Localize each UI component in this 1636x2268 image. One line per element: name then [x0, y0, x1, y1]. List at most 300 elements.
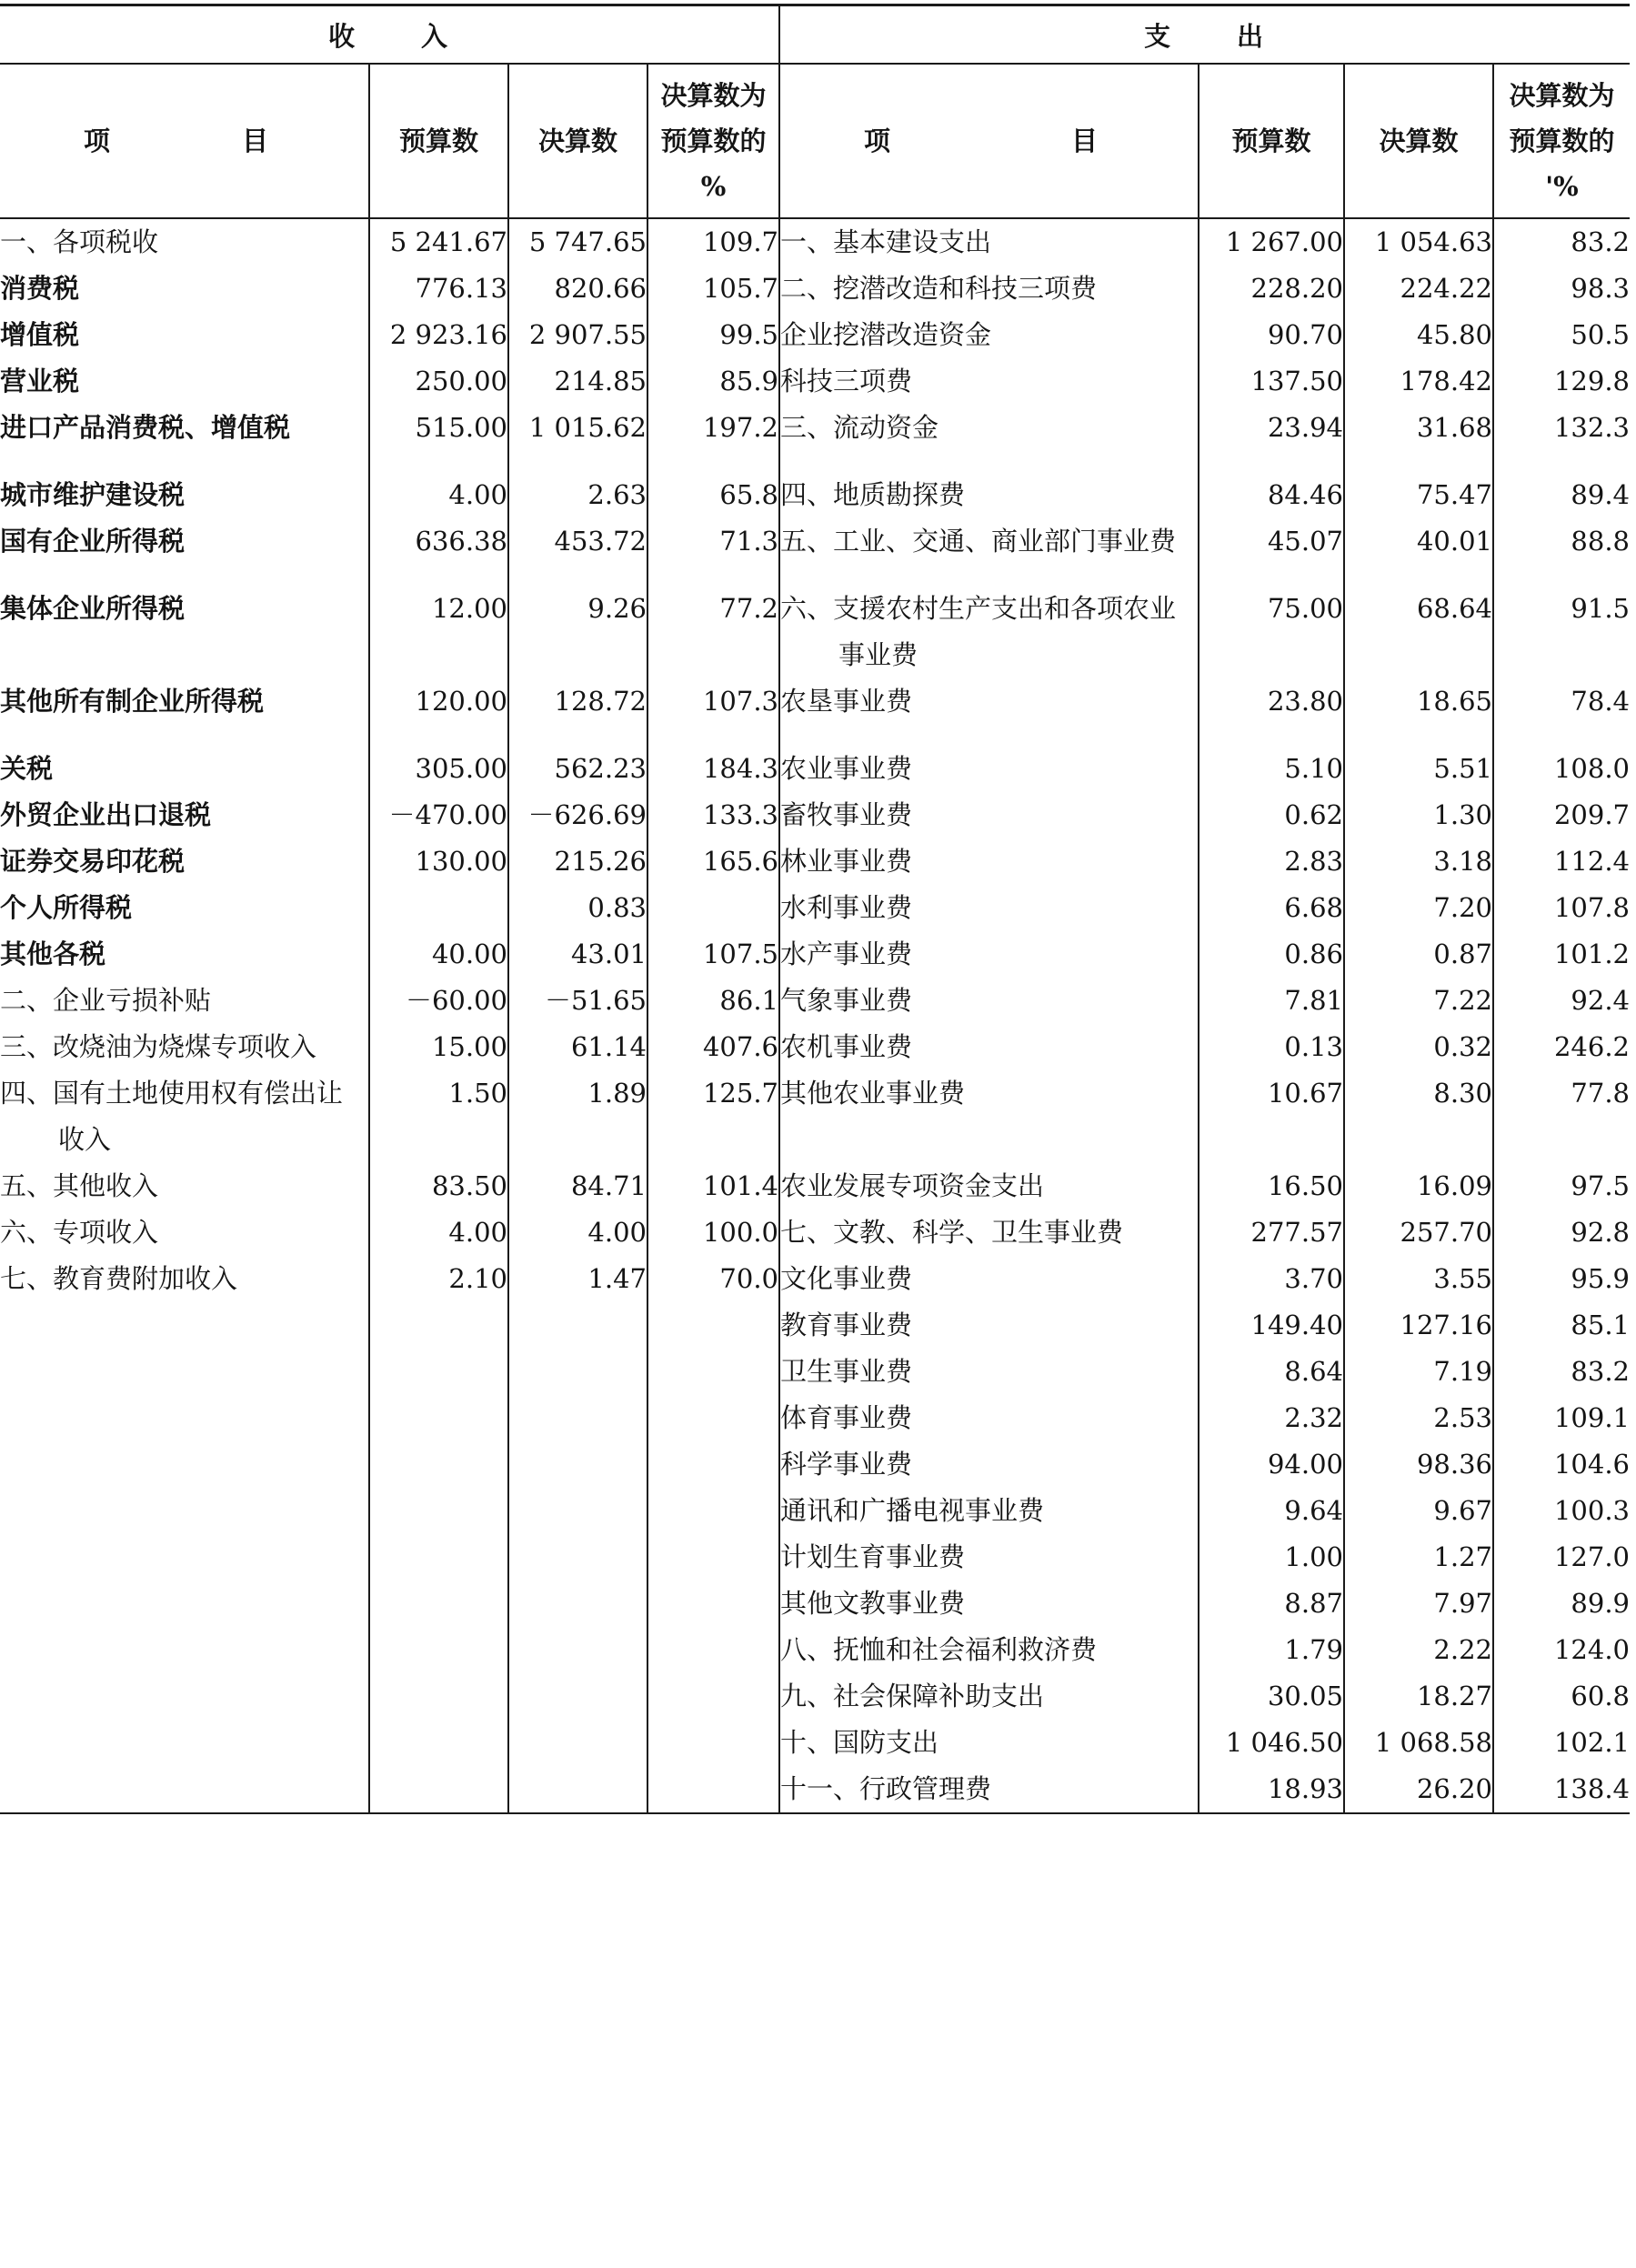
income-budget-cell-text: 1.50 — [448, 1078, 507, 1109]
expenditure-ratio-cell — [1493, 586, 1630, 678]
expenditure-ratio-cell — [1493, 885, 1630, 931]
income-ratio-cell — [647, 405, 779, 472]
expenditure-final-cell — [1344, 1581, 1493, 1627]
income-item-cell — [0, 1349, 369, 1395]
expenditure-final-cell — [1344, 838, 1493, 885]
expenditure-budget-cell — [1199, 1441, 1344, 1488]
expenditure-final-cell — [1344, 218, 1493, 266]
expenditure-item-cell-text: 水产事业费 — [780, 938, 913, 969]
income-ratio-cell — [647, 1256, 779, 1302]
income-ratio-cell — [647, 1720, 779, 1766]
income-final-cell — [508, 1627, 647, 1673]
expenditure-budget-cell-text: 90.70 — [1267, 319, 1343, 350]
income-ratio-cell-text: 99.5 — [719, 319, 778, 350]
income-item-cell — [0, 358, 369, 405]
expenditure-budget-cell — [1199, 678, 1344, 746]
income-budget-cell — [369, 746, 508, 792]
income-item-cell — [0, 1627, 369, 1673]
income-ratio-header: 决算数为 预算数的 % — [647, 64, 779, 218]
income-budget-cell — [369, 1720, 508, 1766]
section-header-row — [0, 5, 1630, 65]
expenditure-item-header: 项 目 — [779, 64, 1199, 218]
expenditure-item-cell — [779, 472, 1199, 518]
expenditure-final-cell — [1344, 1441, 1493, 1488]
income-final-cell — [508, 1441, 647, 1488]
income-ratio-cell — [647, 1302, 779, 1349]
income-final-cell-text: 5 747.65 — [528, 226, 647, 257]
expenditure-item-cell-text: 畜牧事业费 — [780, 799, 913, 830]
income-budget-cell — [369, 1534, 508, 1581]
income-ratio-cell-text: 101.4 — [702, 1170, 778, 1201]
table-row — [0, 1534, 1630, 1581]
income-item-cell-text: 四、国有土地使用权有偿出让收入 — [0, 1078, 344, 1155]
income-section-header: 收 入 — [0, 5, 779, 65]
income-final-cell — [508, 358, 647, 405]
expenditure-item-cell-text: 农业事业费 — [780, 753, 913, 784]
income-budget-header: 预算数 — [369, 64, 508, 218]
income-final-cell-text: 4.00 — [587, 1217, 647, 1248]
income-ratio-cell — [647, 931, 779, 978]
expenditure-item-cell-text: 五、工业、交通、商业部门事业费 — [780, 526, 1177, 557]
income-budget-cell-text: 15.00 — [431, 1031, 507, 1062]
income-ratio-cell — [647, 1349, 779, 1395]
income-budget-cell — [369, 312, 508, 358]
expenditure-item-cell-text: 林业事业费 — [780, 846, 913, 877]
table-row — [0, 1349, 1630, 1395]
expenditure-budget-cell — [1199, 358, 1344, 405]
expenditure-budget-cell — [1199, 746, 1344, 792]
column-header-row — [0, 64, 1630, 218]
income-item-cell — [0, 312, 369, 358]
expenditure-budget-cell-text: 75.00 — [1267, 593, 1343, 624]
expenditure-ratio-cell — [1493, 1163, 1630, 1209]
expenditure-item-cell-text: 教育事业费 — [780, 1310, 913, 1340]
table-row — [0, 1441, 1630, 1488]
income-final-cell — [508, 746, 647, 792]
income-budget-cell — [369, 1163, 508, 1209]
income-final-cell — [508, 792, 647, 838]
table-row — [0, 1627, 1630, 1673]
expenditure-budget-cell-text: 16.50 — [1267, 1170, 1343, 1201]
income-item-cell — [0, 1256, 369, 1302]
expenditure-ratio-cell-text: 138.4 — [1553, 1773, 1630, 1804]
expenditure-item-cell-text: 体育事业费 — [780, 1402, 913, 1433]
income-budget-cell-text: 4.00 — [448, 1217, 507, 1248]
expenditure-item-cell-text: 气象事业费 — [780, 985, 913, 1016]
expenditure-budget-cell-text: 1 267.00 — [1225, 226, 1343, 257]
expenditure-final-cell-text: 1 068.58 — [1374, 1727, 1492, 1758]
income-budget-cell — [369, 218, 508, 266]
expenditure-budget-cell — [1199, 312, 1344, 358]
income-final-cell — [508, 838, 647, 885]
income-budget-cell — [369, 1395, 508, 1441]
expenditure-budget-cell — [1199, 218, 1344, 266]
expenditure-ratio-cell-text: 89.4 — [1571, 479, 1630, 510]
income-item-cell — [0, 838, 369, 885]
income-budget-cell-text: 83.50 — [431, 1170, 507, 1201]
expenditure-final-cell-text: 3.55 — [1433, 1263, 1492, 1294]
expenditure-final-cell-text: 26.20 — [1416, 1773, 1492, 1804]
expenditure-budget-cell — [1199, 1349, 1344, 1395]
income-final-cell-text: 128.72 — [554, 686, 647, 717]
income-item-cell-text: 消费税 — [0, 273, 80, 304]
expenditure-ratio-cell-text: 209.7 — [1553, 799, 1630, 830]
expenditure-final-cell-text: 9.67 — [1433, 1495, 1492, 1526]
income-budget-cell-text: －60.00 — [405, 985, 507, 1016]
expenditure-final-cell — [1344, 1395, 1493, 1441]
expenditure-ratio-cell-text: 124.0 — [1553, 1634, 1630, 1665]
expenditure-item-cell — [779, 358, 1199, 405]
expenditure-item-cell-text: 计划生育事业费 — [780, 1541, 966, 1572]
expenditure-final-cell — [1344, 1256, 1493, 1302]
expenditure-item-cell — [779, 218, 1199, 266]
expenditure-ratio-cell-text: 83.2 — [1571, 226, 1630, 257]
expenditure-ratio-cell-text: 127.0 — [1553, 1541, 1630, 1572]
income-budget-cell — [369, 405, 508, 472]
expenditure-item-cell-text: 企业挖潜改造资金 — [780, 319, 992, 350]
income-item-cell — [0, 1163, 369, 1209]
income-ratio-cell-text: 71.3 — [719, 526, 778, 557]
expenditure-ratio-cell — [1493, 1534, 1630, 1581]
expenditure-final-cell-text: 2.22 — [1433, 1634, 1492, 1665]
expenditure-budget-cell — [1199, 472, 1344, 518]
income-budget-cell — [369, 586, 508, 678]
expenditure-ratio-cell-text: 77.8 — [1571, 1078, 1630, 1109]
table-row — [0, 978, 1630, 1024]
expenditure-ratio-cell — [1493, 1395, 1630, 1441]
expenditure-item-cell-text: 十、国防支出 — [780, 1727, 939, 1758]
expenditure-budget-cell-text: 277.57 — [1250, 1217, 1343, 1248]
expenditure-final-cell-text: 98.36 — [1416, 1449, 1492, 1480]
expenditure-budget-cell — [1199, 1720, 1344, 1766]
expenditure-ratio-cell-text: 129.8 — [1553, 366, 1630, 396]
table-row — [0, 746, 1630, 792]
income-budget-cell — [369, 885, 508, 931]
income-final-cell — [508, 1673, 647, 1720]
expenditure-ratio-cell — [1493, 518, 1630, 586]
expenditure-item-cell-text: 二、挖潜改造和科技三项费 — [780, 273, 1098, 304]
expenditure-item-cell-text: 科学事业费 — [780, 1449, 913, 1480]
expenditure-item-cell — [779, 931, 1199, 978]
expenditure-ratio-cell-text: 78.4 — [1571, 686, 1630, 717]
income-ratio-cell — [647, 885, 779, 931]
expenditure-ratio-cell — [1493, 266, 1630, 312]
table-row — [0, 1256, 1630, 1302]
income-ratio-cell — [647, 1441, 779, 1488]
income-budget-cell — [369, 1024, 508, 1070]
expenditure-ratio-cell-text: 95.9 — [1571, 1263, 1630, 1294]
expenditure-ratio-cell — [1493, 1720, 1630, 1766]
expenditure-ratio-cell — [1493, 678, 1630, 746]
expenditure-final-cell-text: 1.30 — [1433, 799, 1492, 830]
expenditure-budget-cell — [1199, 1673, 1344, 1720]
expenditure-item-cell-text: 九、社会保障补助支出 — [780, 1681, 1045, 1711]
expenditure-budget-cell — [1199, 1070, 1344, 1163]
income-item-cell — [0, 978, 369, 1024]
income-final-header: 决算数 — [508, 64, 647, 218]
income-final-cell — [508, 1024, 647, 1070]
expenditure-final-cell-text: 2.53 — [1433, 1402, 1492, 1433]
income-item-cell — [0, 1302, 369, 1349]
expenditure-item-cell-text: 农垦事业费 — [780, 686, 913, 717]
expenditure-ratio-cell-text: 107.8 — [1553, 892, 1630, 923]
income-ratio-cell — [647, 792, 779, 838]
income-item-cell — [0, 1720, 369, 1766]
income-ratio-cell — [647, 266, 779, 312]
income-ratio-cell-text: 407.6 — [702, 1031, 778, 1062]
income-final-cell — [508, 1349, 647, 1395]
income-final-cell — [508, 885, 647, 931]
income-ratio-cell-text: 107.3 — [702, 686, 778, 717]
income-final-cell-text: 84.71 — [570, 1170, 647, 1201]
income-ratio-cell — [647, 1024, 779, 1070]
expenditure-ratio-cell — [1493, 1766, 1630, 1813]
income-budget-cell — [369, 838, 508, 885]
expenditure-final-cell — [1344, 1024, 1493, 1070]
table-row — [0, 518, 1630, 586]
income-item-cell — [0, 792, 369, 838]
expenditure-ratio-cell — [1493, 472, 1630, 518]
expenditure-budget-cell-text: 9.64 — [1284, 1495, 1343, 1526]
income-final-cell — [508, 1534, 647, 1581]
income-item-cell-text: 集体企业所得税 — [0, 593, 186, 624]
expenditure-ratio-cell — [1493, 1209, 1630, 1256]
expenditure-final-cell — [1344, 518, 1493, 586]
income-ratio-cell — [647, 1395, 779, 1441]
expenditure-final-cell-text: 1 054.63 — [1374, 226, 1492, 257]
expenditure-item-cell-text: 其他文教事业费 — [780, 1588, 966, 1619]
expenditure-item-cell-text: 其他农业事业费 — [780, 1078, 966, 1109]
expenditure-ratio-cell-text: 246.2 — [1553, 1031, 1630, 1062]
expenditure-budget-cell — [1199, 838, 1344, 885]
income-ratio-cell — [647, 1627, 779, 1673]
expenditure-item-cell-text: 卫生事业费 — [780, 1356, 913, 1387]
expenditure-item-cell — [779, 1395, 1199, 1441]
table-row — [0, 1070, 1630, 1163]
table-row — [0, 1673, 1630, 1720]
income-item-cell — [0, 1209, 369, 1256]
expenditure-ratio-cell-text: 112.4 — [1553, 846, 1630, 877]
expenditure-item-cell — [779, 1673, 1199, 1720]
income-item-cell-text: 外贸企业出口退税 — [0, 799, 212, 830]
income-ratio-cell-text: 105.7 — [702, 273, 778, 304]
expenditure-ratio-header: 决算数为 预算数的 '% — [1493, 64, 1630, 218]
table-row — [0, 405, 1630, 472]
table-row — [0, 586, 1630, 678]
expenditure-item-cell — [779, 1720, 1199, 1766]
expenditure-ratio-cell — [1493, 1024, 1630, 1070]
income-final-cell — [508, 472, 647, 518]
income-ratio-cell — [647, 518, 779, 586]
income-budget-cell — [369, 266, 508, 312]
income-item-cell-text: 进口产品消费税、增值税 — [0, 412, 291, 443]
income-final-cell — [508, 1766, 647, 1813]
expenditure-ratio-cell-text: 109.1 — [1553, 1402, 1630, 1433]
expenditure-final-cell — [1344, 1720, 1493, 1766]
expenditure-final-cell — [1344, 1302, 1493, 1349]
expenditure-item-cell-text: 农业发展专项资金支出 — [780, 1170, 1045, 1201]
income-budget-cell — [369, 1256, 508, 1302]
expenditure-final-cell-text: 127.16 — [1400, 1310, 1492, 1340]
expenditure-budget-cell — [1199, 1256, 1344, 1302]
expenditure-final-cell-text: 224.22 — [1400, 273, 1492, 304]
expenditure-budget-cell-text: 94.00 — [1267, 1449, 1343, 1480]
table-row — [0, 312, 1630, 358]
income-budget-cell-text: 305.00 — [415, 753, 507, 784]
income-item-cell-text: 其他各税 — [0, 938, 106, 969]
table-row — [0, 472, 1630, 518]
income-final-cell — [508, 1395, 647, 1441]
income-ratio-cell-text: 70.0 — [719, 1263, 778, 1294]
income-final-cell-text: 1.47 — [587, 1263, 647, 1294]
expenditure-budget-cell — [1199, 1488, 1344, 1534]
income-item-cell-text: 增值税 — [0, 319, 80, 350]
income-item-cell — [0, 1534, 369, 1581]
expenditure-ratio-cell-text: 108.0 — [1553, 753, 1630, 784]
income-item-cell — [0, 1766, 369, 1813]
income-final-cell — [508, 312, 647, 358]
expenditure-final-cell-text: 31.68 — [1416, 412, 1492, 443]
expenditure-final-cell-text: 8.30 — [1433, 1078, 1492, 1109]
expenditure-ratio-cell-text: 92.4 — [1571, 985, 1630, 1016]
expenditure-item-cell-text: 农机事业费 — [780, 1031, 913, 1062]
income-final-cell — [508, 1581, 647, 1627]
expenditure-final-cell-text: 3.18 — [1433, 846, 1492, 877]
income-ratio-cell — [647, 472, 779, 518]
table-row — [0, 218, 1630, 266]
expenditure-budget-header: 预算数 — [1199, 64, 1344, 218]
income-item-cell-text: 城市维护建设税 — [0, 479, 186, 510]
expenditure-item-cell-text: 通讯和广播电视事业费 — [780, 1495, 1045, 1526]
income-final-cell — [508, 586, 647, 678]
expenditure-budget-cell-text: 0.62 — [1284, 799, 1343, 830]
income-item-cell-text: 一、各项税收 — [0, 226, 159, 257]
income-final-cell — [508, 405, 647, 472]
table-row — [0, 931, 1630, 978]
income-ratio-cell — [647, 218, 779, 266]
income-budget-cell — [369, 978, 508, 1024]
income-ratio-cell — [647, 838, 779, 885]
income-final-cell-text: 2 907.55 — [528, 319, 647, 350]
expenditure-ratio-cell — [1493, 405, 1630, 472]
expenditure-final-cell-text: 7.19 — [1433, 1356, 1492, 1387]
income-final-cell — [508, 266, 647, 312]
income-final-cell-text: 0.83 — [587, 892, 647, 923]
expenditure-final-cell — [1344, 1627, 1493, 1673]
income-budget-cell-text: 515.00 — [415, 412, 507, 443]
expenditure-ratio-cell-text: 92.8 — [1571, 1217, 1630, 1248]
income-budget-cell — [369, 1070, 508, 1163]
income-item-cell-text: 其他所有制企业所得税 — [0, 686, 265, 717]
expenditure-budget-cell-text: 6.68 — [1284, 892, 1343, 923]
income-final-cell-text: 562.23 — [554, 753, 647, 784]
table-row — [0, 1766, 1630, 1813]
income-ratio-cell — [647, 678, 779, 746]
income-budget-cell — [369, 1302, 508, 1349]
income-budget-cell-text: 250.00 — [415, 366, 507, 396]
expenditure-ratio-cell-text: 104.6 — [1553, 1449, 1630, 1480]
expenditure-budget-cell-text: 7.81 — [1284, 985, 1343, 1016]
expenditure-item-cell — [779, 1488, 1199, 1534]
income-budget-cell — [369, 518, 508, 586]
income-budget-cell — [369, 358, 508, 405]
expenditure-ratio-cell — [1493, 1302, 1630, 1349]
income-ratio-cell — [647, 1673, 779, 1720]
table-row — [0, 1488, 1630, 1534]
expenditure-budget-cell-text: 5.10 — [1284, 753, 1343, 784]
expenditure-final-cell-text: 178.42 — [1400, 366, 1492, 396]
expenditure-item-cell — [779, 312, 1199, 358]
expenditure-final-cell-text: 1.27 — [1433, 1541, 1492, 1572]
expenditure-budget-cell-text: 8.64 — [1284, 1356, 1343, 1387]
income-item-header: 项 目 — [0, 64, 369, 218]
expenditure-final-cell-text: 75.47 — [1416, 479, 1492, 510]
expenditure-budget-cell-text: 1.00 — [1284, 1541, 1343, 1572]
income-ratio-cell-text: 77.2 — [719, 593, 778, 624]
expenditure-budget-cell — [1199, 1395, 1344, 1441]
income-item-cell-text: 证券交易印花税 — [0, 846, 186, 877]
income-final-cell-text: 214.85 — [554, 366, 647, 396]
income-ratio-cell — [647, 746, 779, 792]
expenditure-item-cell — [779, 1302, 1199, 1349]
income-budget-cell — [369, 1581, 508, 1627]
expenditure-final-cell — [1344, 1766, 1493, 1813]
expenditure-item-cell — [779, 885, 1199, 931]
table-row — [0, 838, 1630, 885]
income-item-cell — [0, 586, 369, 678]
income-item-cell — [0, 1673, 369, 1720]
expenditure-ratio-cell — [1493, 1256, 1630, 1302]
income-final-cell-text: 1.89 — [587, 1078, 647, 1109]
income-budget-cell-text: 2 923.16 — [389, 319, 507, 350]
expenditure-item-cell — [779, 1256, 1199, 1302]
expenditure-final-cell — [1344, 931, 1493, 978]
expenditure-budget-cell-text: 3.70 — [1284, 1263, 1343, 1294]
income-budget-cell — [369, 792, 508, 838]
expenditure-final-cell — [1344, 1534, 1493, 1581]
expenditure-item-cell — [779, 1070, 1199, 1163]
expenditure-budget-cell — [1199, 1766, 1344, 1813]
expenditure-budget-cell-text: 45.07 — [1267, 526, 1343, 557]
income-final-cell — [508, 1070, 647, 1163]
income-budget-cell — [369, 1209, 508, 1256]
expenditure-item-cell — [779, 746, 1199, 792]
income-budget-cell-text: 4.00 — [448, 479, 507, 510]
expenditure-final-cell — [1344, 792, 1493, 838]
expenditure-final-cell-text: 0.32 — [1433, 1031, 1492, 1062]
expenditure-final-cell-text: 40.01 — [1416, 526, 1492, 557]
expenditure-item-cell — [779, 838, 1199, 885]
expenditure-final-cell — [1344, 746, 1493, 792]
expenditure-item-cell-text: 文化事业费 — [780, 1263, 913, 1294]
expenditure-item-cell — [779, 1349, 1199, 1395]
table-row — [0, 358, 1630, 405]
table-row — [0, 1163, 1630, 1209]
expenditure-final-cell — [1344, 472, 1493, 518]
expenditure-ratio-cell — [1493, 1441, 1630, 1488]
income-ratio-cell — [647, 1488, 779, 1534]
expenditure-item-cell — [779, 405, 1199, 472]
income-ratio-cell — [647, 1581, 779, 1627]
income-final-cell — [508, 1302, 647, 1349]
expenditure-final-cell — [1344, 586, 1493, 678]
income-final-cell — [508, 518, 647, 586]
table-row — [0, 266, 1630, 312]
income-final-cell — [508, 978, 647, 1024]
income-final-cell — [508, 678, 647, 746]
expenditure-ratio-cell — [1493, 1070, 1630, 1163]
income-final-cell — [508, 931, 647, 978]
